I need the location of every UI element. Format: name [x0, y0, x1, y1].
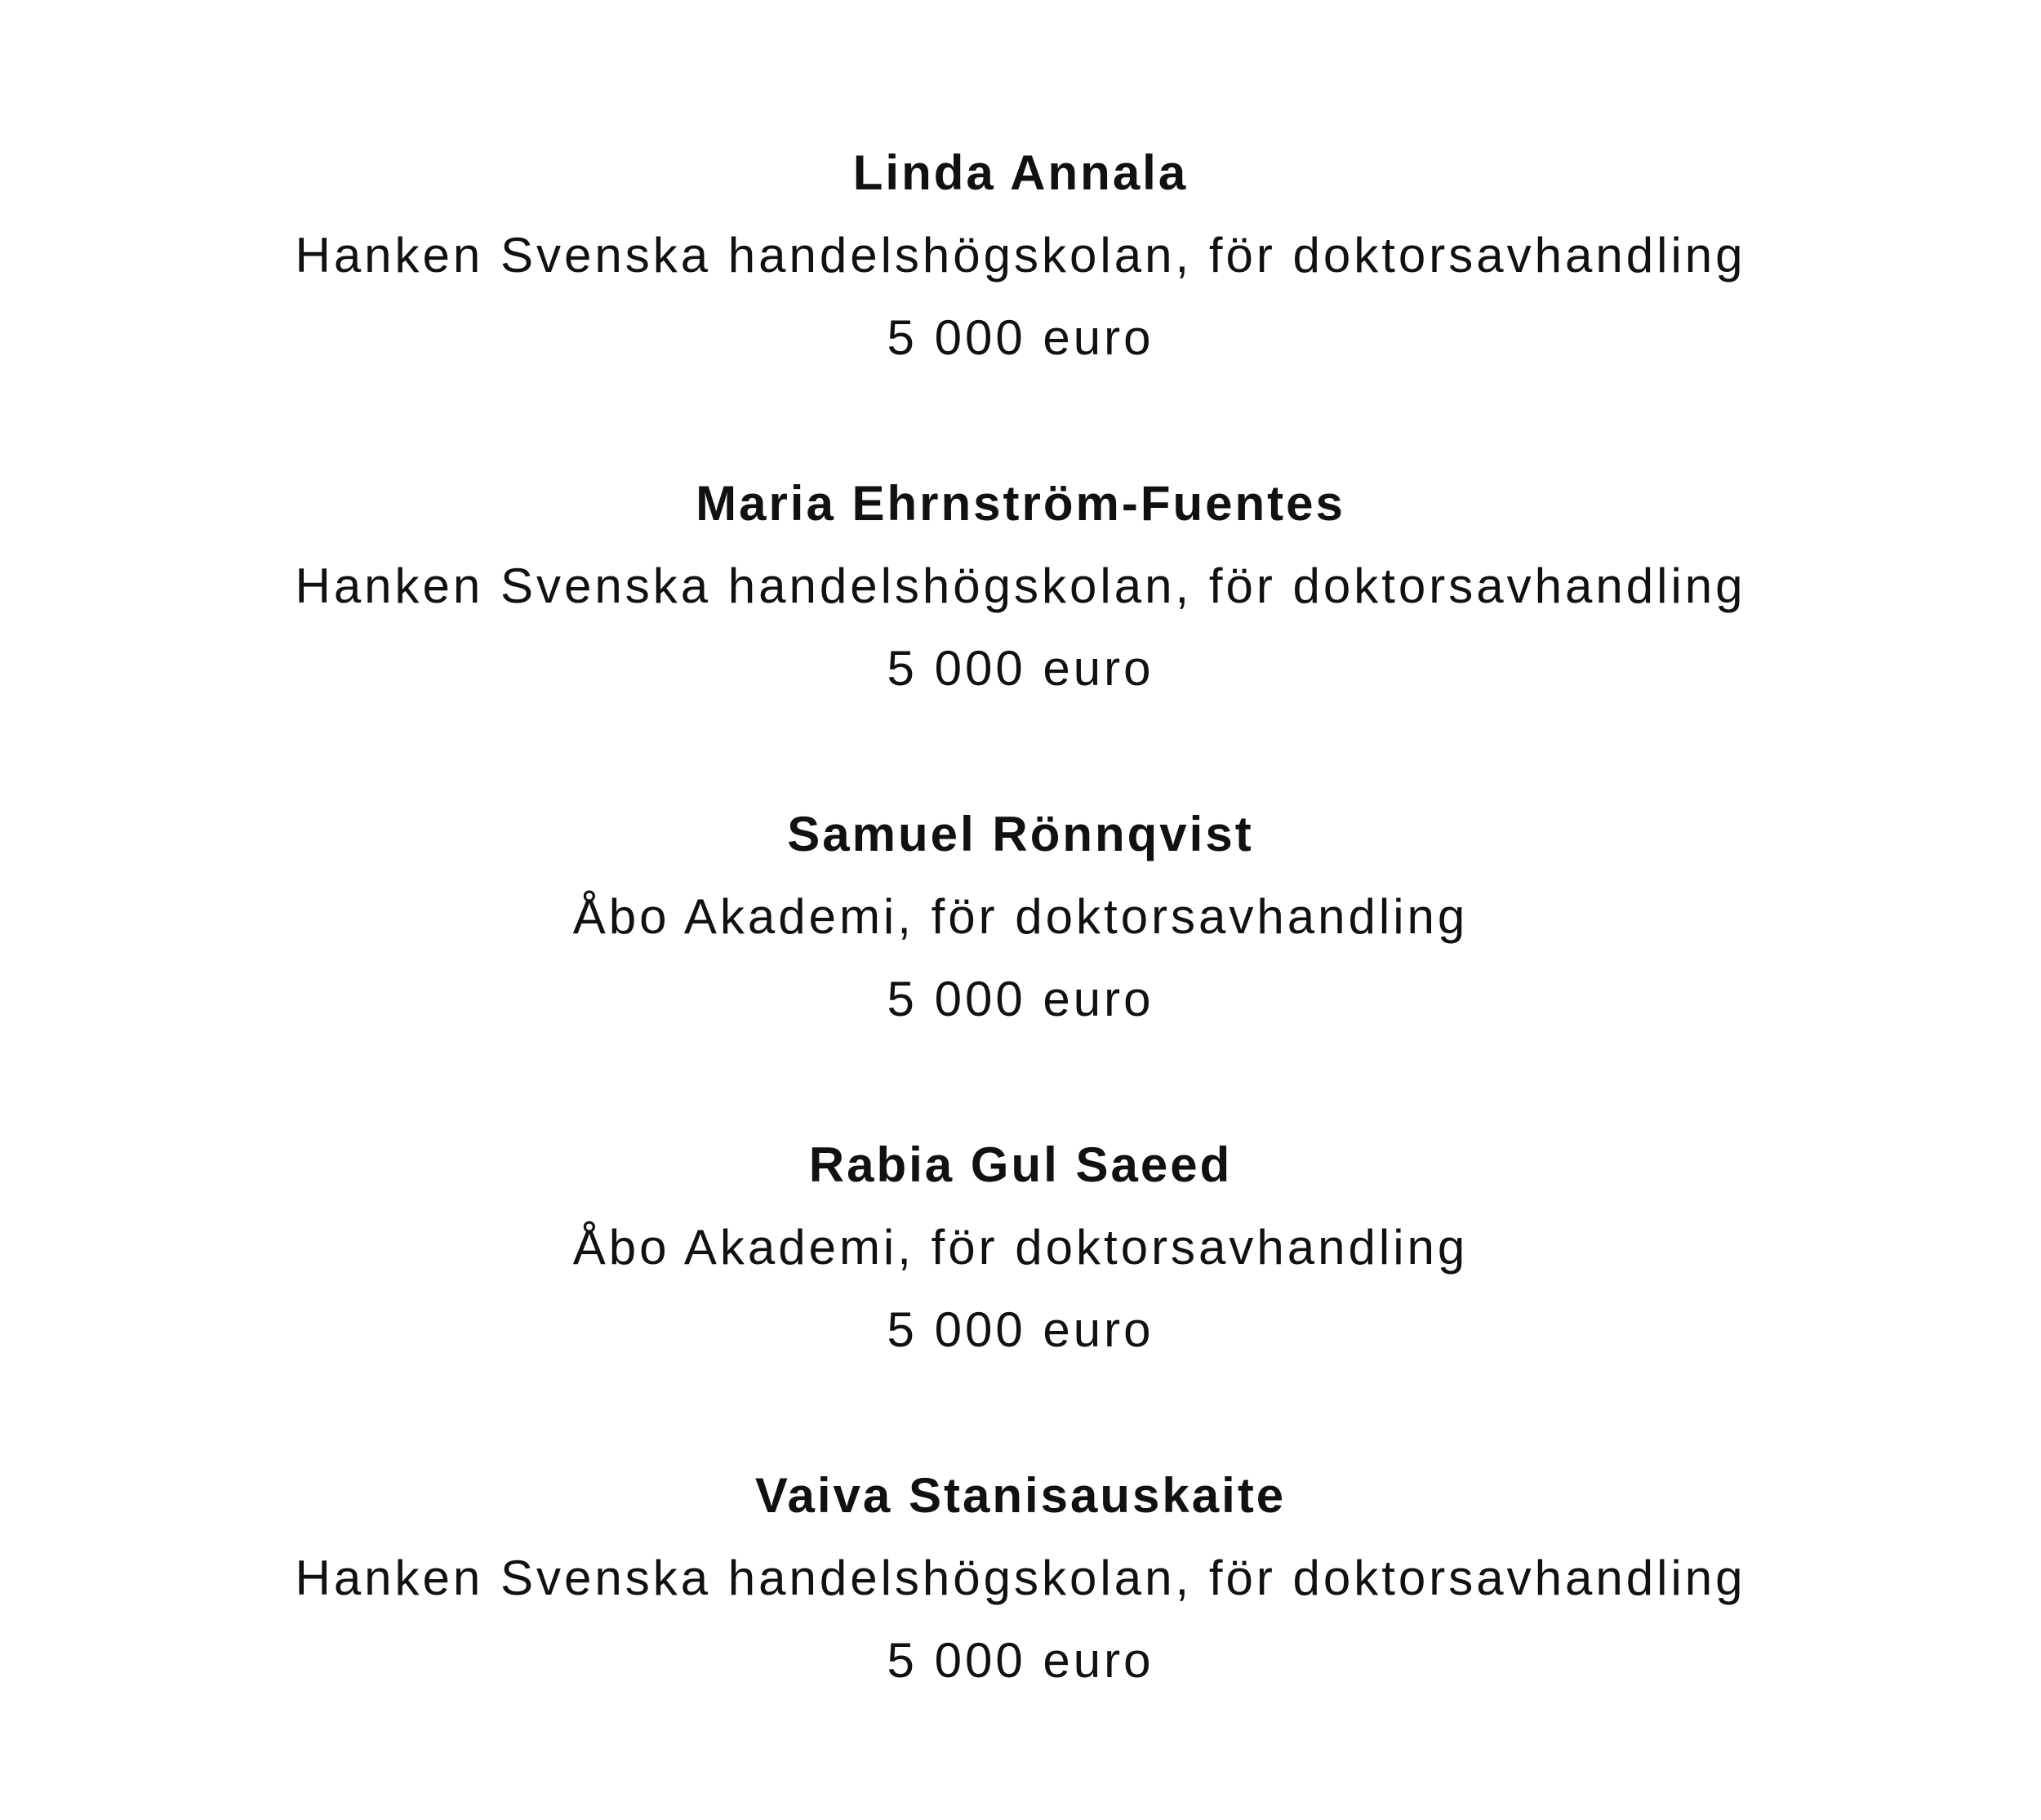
recipient-name: Linda Annala — [852, 145, 1189, 200]
recipient-institution: Hanken Svenska handelshögskolan, för doktorsavhandling — [295, 228, 1746, 283]
grant-amount: 5 000 euro — [887, 1633, 1154, 1688]
grant-entry — [0, 793, 2041, 1040]
grant-entry — [0, 462, 2041, 710]
recipient-institution: Hanken Svenska handelshögskolan, för doktorsavhandling — [295, 558, 1746, 613]
recipient-name: Samuel Rönnqvist — [787, 807, 1254, 861]
grant-entry — [0, 131, 2041, 379]
grant-entry — [0, 1454, 2041, 1702]
recipient-name: Vaiva Stanisauskaite — [754, 1468, 1287, 1523]
recipient-institution: Hanken Svenska handelshögskolan, för doktorsavhandling — [295, 1551, 1746, 1605]
recipient-institution: Åbo Akademi, för doktorsavhandling — [572, 889, 1469, 944]
recipient-name: Rabia Gul Saeed — [808, 1137, 1233, 1192]
grant-amount: 5 000 euro — [887, 310, 1154, 365]
grant-amount: 5 000 euro — [887, 641, 1154, 696]
grant-amount: 5 000 euro — [887, 972, 1154, 1026]
recipient-name: Maria Ehrnström-Fuentes — [696, 476, 1345, 531]
grant-entry — [0, 1124, 2041, 1371]
grant-amount: 5 000 euro — [887, 1302, 1154, 1357]
recipient-institution: Åbo Akademi, för doktorsavhandling — [572, 1220, 1469, 1275]
